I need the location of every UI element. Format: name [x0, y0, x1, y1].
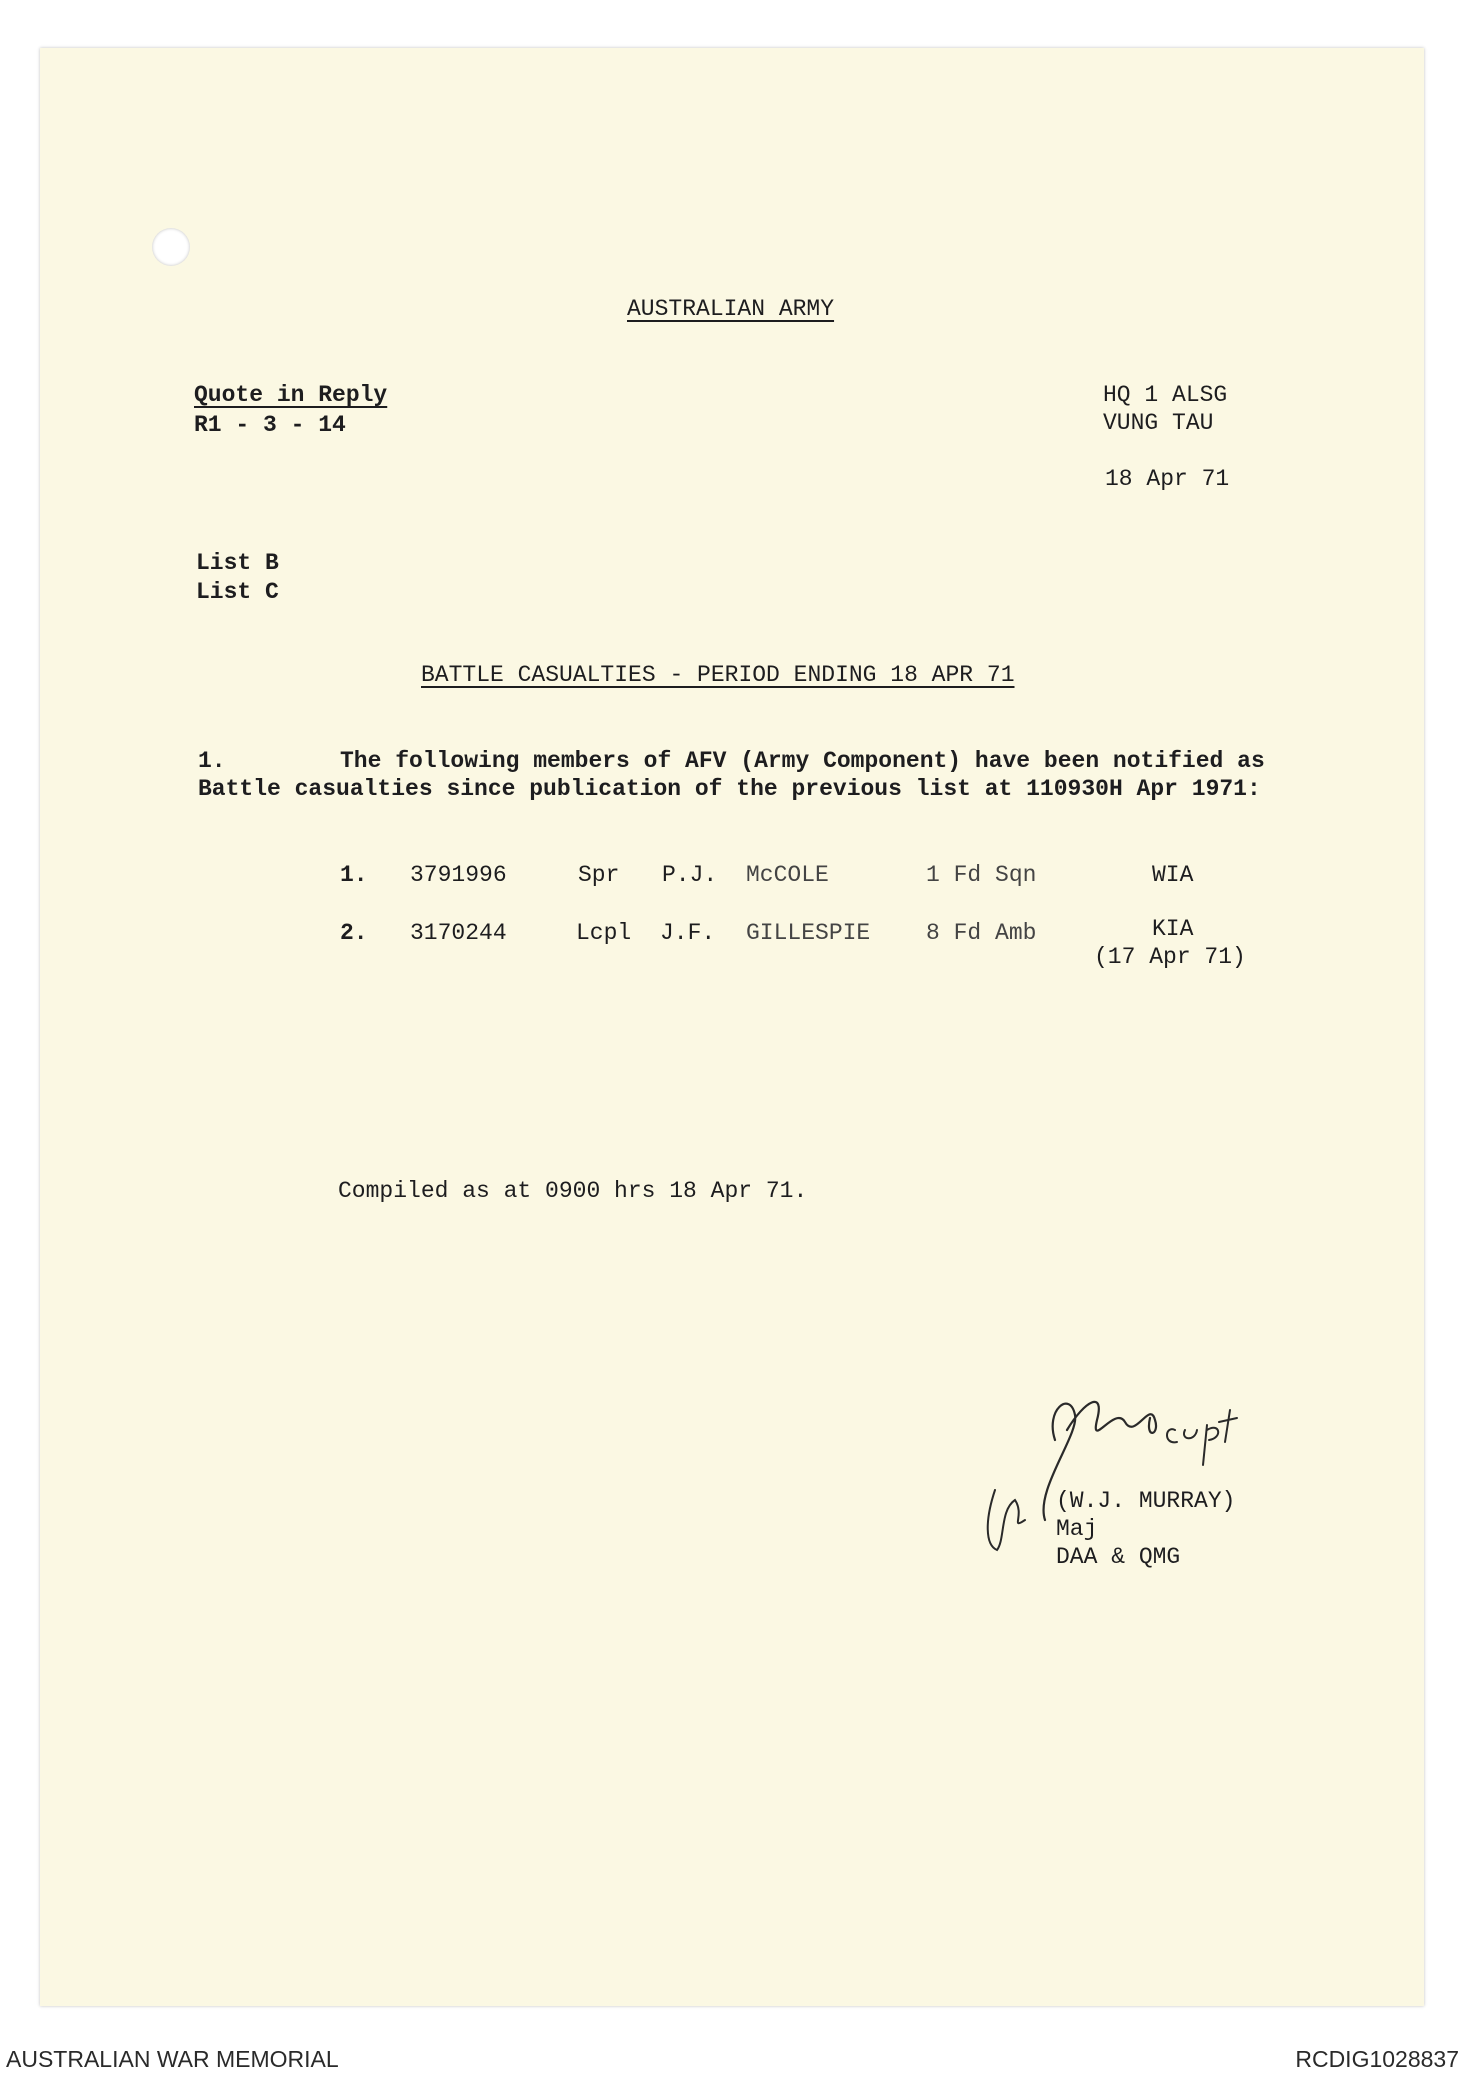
footer-archive-name: AUSTRALIAN WAR MEMORIAL: [6, 2046, 339, 2072]
quote-in-reply-label: Quote in Reply: [194, 382, 388, 408]
document-heading: AUSTRALIAN ARMY: [627, 296, 835, 322]
service-number: 3791996: [410, 862, 507, 888]
row-number: 1.: [340, 862, 368, 888]
unit: 1 Fd Sqn: [926, 862, 1037, 888]
signatory-rank: Maj: [1056, 1516, 1098, 1542]
subject-heading: BATTLE CASUALTIES - PERIOD ENDING 18 APR 71: [421, 662, 1015, 688]
initials: P.J.: [662, 862, 718, 888]
row-number: 2.: [340, 920, 368, 946]
rank: Spr: [578, 862, 620, 888]
rank: Lcpl: [576, 920, 632, 946]
casualty-status: KIA: [1152, 916, 1194, 942]
punch-hole: [152, 228, 190, 266]
handwritten-signature: [975, 1370, 1295, 1570]
casualty-status: WIA: [1152, 862, 1194, 888]
origin-unit: HQ 1 ALSG: [1103, 382, 1228, 408]
document-date: 18 Apr 71: [1105, 466, 1230, 492]
paragraph-line-2: Battle casualties since publication of the previous list at 110930H Apr 1971:: [198, 776, 1261, 802]
unit: 8 Fd Amb: [926, 920, 1037, 946]
distribution-list-c: List C: [196, 579, 279, 605]
signatory-appointment: DAA & QMG: [1056, 1544, 1181, 1570]
paragraph-line-1: The following members of AFV (Army Component) have been notified as: [340, 748, 1265, 774]
initials: J.F.: [660, 920, 716, 946]
casualty-date-note: (17 Apr 71): [1094, 944, 1246, 970]
signatory-name: (W.J. MURRAY): [1056, 1488, 1236, 1514]
origin-location: VUNG TAU: [1103, 410, 1214, 436]
compiled-statement: Compiled as at 0900 hrs 18 Apr 71.: [338, 1178, 808, 1204]
footer-record-id: RCDIG1028837: [1295, 2046, 1459, 2072]
surname: GILLESPIE: [746, 920, 871, 946]
distribution-list-b: List B: [196, 550, 279, 576]
service-number: 3170244: [410, 920, 507, 946]
paragraph-number: 1.: [198, 748, 226, 774]
reference-number: R1 - 3 - 14: [194, 412, 346, 438]
surname: McCOLE: [746, 862, 829, 888]
document-page: [40, 48, 1424, 2006]
